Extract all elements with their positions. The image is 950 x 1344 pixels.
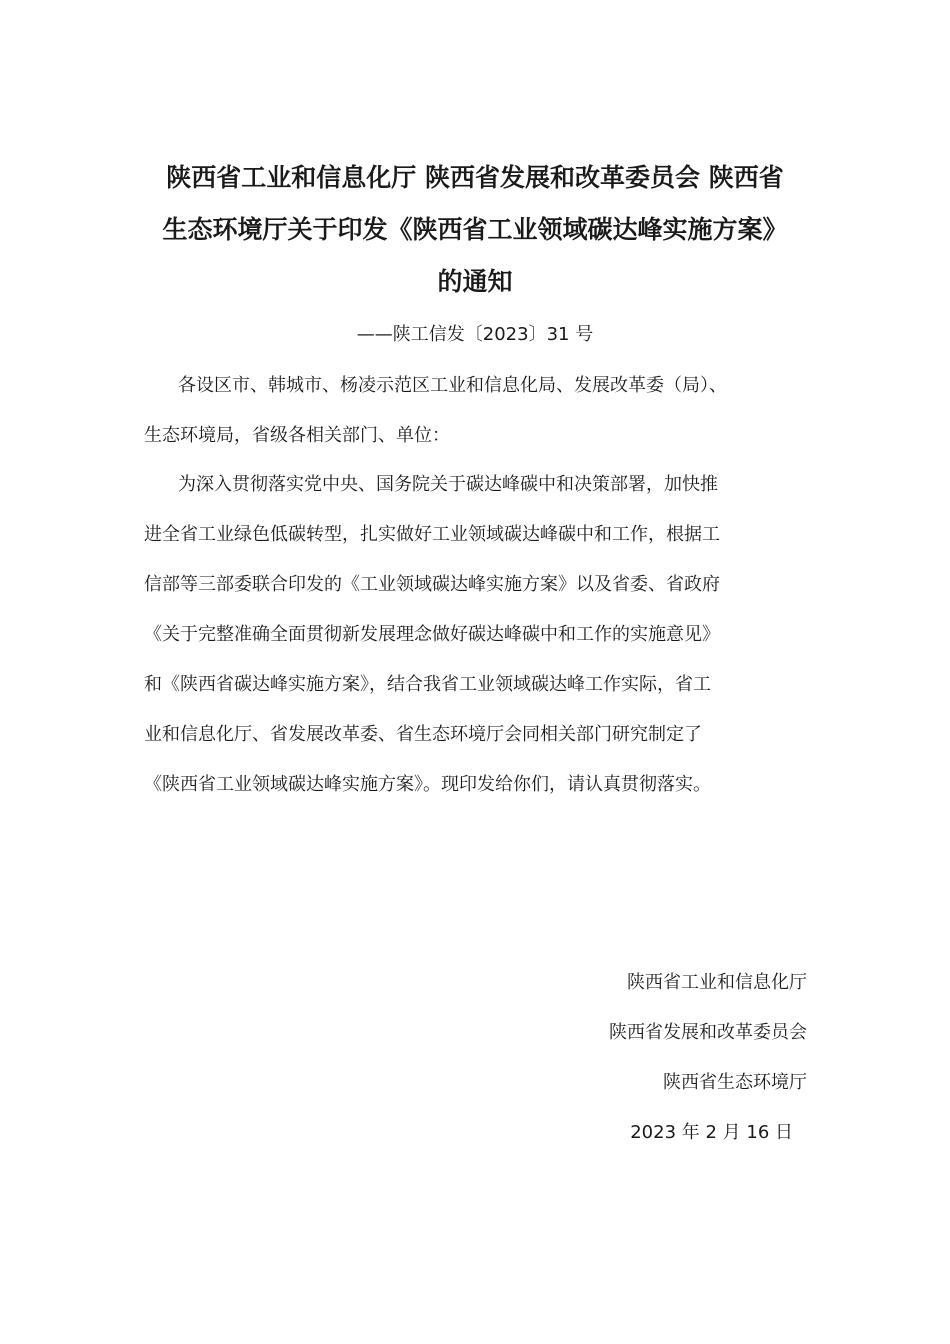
document-number: ——陕工信发〔2023〕31 号 — [356, 324, 594, 345]
body-line-3: 信部等三部委联合印发的《工业领域碳达峰实施方案》以及省委、省政府 — [144, 574, 720, 595]
body-line-6: 业和信息化厅、省发展改革委、省生态环境厅会同相关部门研究制定了 — [144, 724, 702, 745]
body-paragraph — [144, 460, 804, 810]
signatory-2: 陕西省发展和改革委员会 — [609, 1022, 807, 1043]
salutation-line-2: 生态环境局，省级各相关部门、单位： — [144, 425, 450, 446]
body-line-5: 和《陕西省碳达峰实施方案》，结合我省工业领域碳达峰工作实际，省工 — [144, 674, 711, 695]
body-line-4: 《关于完整准确全面贯彻新发展理念做好碳达峰碳中和工作的实施意见》 — [144, 624, 720, 645]
body-line-1: 为深入贯彻落实党中央、国务院关于碳达峰碳中和决策部署，加快推 — [178, 474, 718, 495]
salutation-line-1: 各设区市、韩城市、杨凌示范区工业和信息化局、发展改革委（局）、 — [178, 375, 727, 396]
title-line-3: 的通知 — [437, 267, 513, 296]
salutation — [144, 361, 804, 461]
title-line-2: 生态环境厅关于印发《陕西省工业领域碳达峰实施方案》 — [162, 215, 788, 244]
body-line-7: 《陕西省工业领域碳达峰实施方案》。现印发给你们，请认真贯彻落实。 — [144, 774, 711, 795]
signatory-3: 陕西省生态环境厅 — [663, 1072, 807, 1093]
signatory-1: 陕西省工业和信息化厅 — [627, 972, 807, 993]
document-date: 2023 年 2 月 16 日 — [630, 1122, 793, 1143]
document-title — [140, 152, 810, 308]
body-line-2: 进全省工业绿色低碳转型，扎实做好工业领域碳达峰碳中和工作，根据工 — [144, 524, 720, 545]
signature-block — [500, 958, 807, 1158]
title-line-1: 陕西省工业和信息化厅 陕西省发展和改革委员会 陕西省 — [166, 163, 784, 192]
